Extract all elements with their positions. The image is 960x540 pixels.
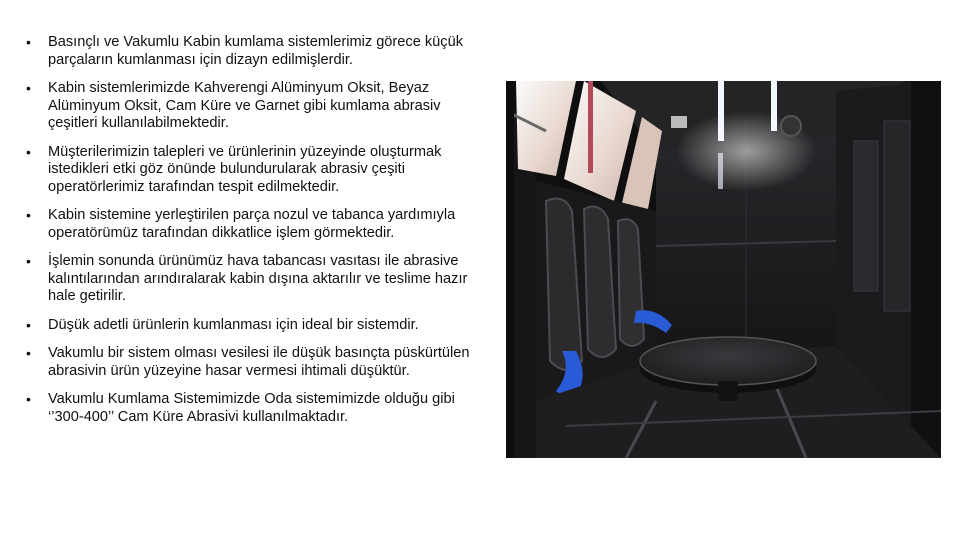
bullet-item: • Basınçlı ve Vakumlu Kabin kumlama sistemlerimiz görece küçük parçaların kumlanması için dizayn edilmişlerdir. (24, 34, 494, 69)
bullet-item: • Düşük adetli ürünlerin kumlanması için ideal bir sistemdir. (24, 317, 494, 335)
blast-cabinet-photo (506, 81, 941, 458)
bullet-item: • İşlemin sonunda ürünümüz hava tabancası vasıtası ile abrasive kalıntılarından arındıralarak kabin dışına aktarılır ve teslime hazır hale getirilir. (24, 253, 494, 306)
bullet-item: • Vakumlu Kumlama Sistemimizde Oda sistemimizde olduğu gibi ‘’300-400’’ Cam Küre Abrasivi kullanılmaktadır. (24, 391, 494, 426)
bullet-list (24, 34, 494, 437)
bullet-item: • Kabin sistemine yerleştirilen parça nozul ve tabanca yardımıyla operatörümüz tarafından dikkatlice işlem görmektedir. (24, 207, 494, 242)
bullet-item: • Kabin sistemlerimizde Kahverengi Alüminyum Oksit, Beyaz Alüminyum Oksit, Cam Küre ve Garnet gibi kumlama abrasiv çeşitleri kullanılabilmektedir. (24, 80, 494, 133)
bullet-item: • Müşterilerimizin talepleri ve ürünlerinin yüzeyinde oluşturmak istedikleri etki göz önünde bulundurularak abrasiv çeşiti operatörlerimiz tarafından tespit edilmektedir. (24, 144, 494, 197)
bullet-item: • Vakumlu bir sistem olması vesilesi ile düşük basınçta püskürtülen abrasivin ürün yüzeyine hasar vermesi ihtimali düşüktür. (24, 345, 494, 380)
